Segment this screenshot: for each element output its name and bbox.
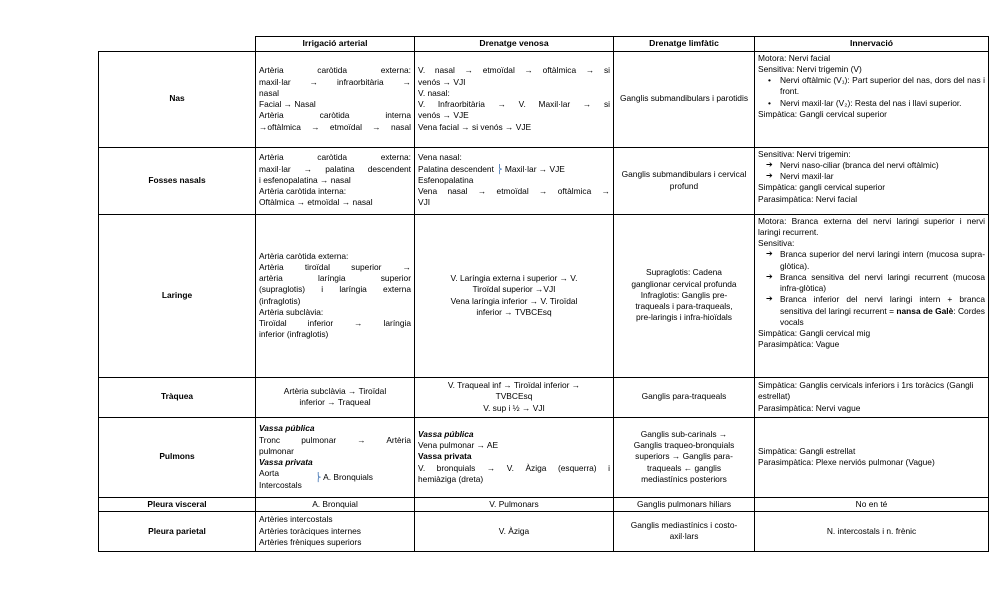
text-line: Tiroïdal superior →VJI xyxy=(472,284,556,295)
text-line: Vena nasal → etmoïdal → oftàlmica → xyxy=(418,186,610,197)
row-label: Nas xyxy=(99,51,256,147)
text-line: pre-laringis i infra-hioïdals xyxy=(636,312,732,323)
row-label: Pleura parietal xyxy=(99,511,256,551)
arrow-item: ➔ Branca sensitiva del nervi laringi recurrent (mucosa infra-glòtica) xyxy=(758,272,985,295)
text-line: Artèria caròtida externa: xyxy=(259,65,411,76)
text-line: (infraglotis) xyxy=(259,295,301,306)
venosa-cell: V. Pulmonars xyxy=(415,497,614,511)
innervacio-cell xyxy=(755,417,989,497)
text-line: Tronc pulmonar → Artèria xyxy=(259,434,411,445)
text-line: ganglionar cervical profunda xyxy=(631,278,737,289)
text-line: Artèria tiroïdal superior → xyxy=(259,261,411,272)
text-line: Vassa privata xyxy=(418,451,472,462)
text-line: Supraglotis: Cadena xyxy=(646,267,722,278)
row-pleura-parietal xyxy=(99,511,989,551)
row-label: Pulmons xyxy=(99,417,256,497)
text-line: Intercostals xyxy=(259,479,302,490)
row-traquea xyxy=(99,377,989,417)
text-line: Artèria subclàvia: xyxy=(259,306,324,317)
text-line: Sensitiva: xyxy=(758,238,795,249)
text-line: Artèria caròtida interna: xyxy=(259,186,347,197)
text-line: inferior → TVBCEsq xyxy=(476,306,552,317)
header-limfatic: Drenatge limfàtic xyxy=(614,37,755,52)
text-line: artèria laríngia superior xyxy=(259,273,411,284)
text-line: pulmonar xyxy=(259,445,294,456)
text-line: Vassa pública xyxy=(259,423,315,434)
arterial-cell: A. Bronquial xyxy=(256,497,415,511)
text-line: Simpàtica: gangli cervical superior xyxy=(758,182,886,193)
text-line: Parasimpàtica: Plexe nerviós pulmonar (Vague) xyxy=(758,457,935,468)
venosa-cell xyxy=(415,377,614,417)
text-line: nasal xyxy=(259,87,280,98)
venosa-cell xyxy=(415,147,614,214)
text-line: Vena facial → si venós → VJE xyxy=(418,121,532,132)
text-line: Parasimpàtica: Nervi vague xyxy=(758,402,861,413)
brace-icon: ⎬ xyxy=(315,472,324,483)
text-line: V. Traqueal inf → Tiroïdal inferior → xyxy=(447,380,581,391)
arterial-cell xyxy=(256,417,415,497)
text-line: Tiroïdal inferior → laríngia xyxy=(259,318,411,329)
text-line: V. nasal: xyxy=(418,87,450,98)
limfatic-cell: Ganglis submandibulars i parotidis xyxy=(614,51,755,147)
text-line: axil·lars xyxy=(669,531,699,542)
text-line: Artèria caròtida externa: xyxy=(259,250,349,261)
innervacio-cell xyxy=(755,51,989,147)
text-line: V. Laríngia externa i superior → V. xyxy=(450,273,578,284)
text-line: inferior → Traqueal xyxy=(299,397,371,408)
innervacio-cell xyxy=(755,214,989,377)
text-line: Ganglis traqueo-bronquials xyxy=(633,440,735,451)
text-line: Simpàtica: Ganglis cervicals inferiors i 1rs toràcics (Gangli estrellat) xyxy=(758,380,974,402)
innervacio-cell: N. intercostals i n. frènic xyxy=(755,511,989,551)
text-line: Esfenopalatina xyxy=(418,174,474,185)
arterial-cell xyxy=(256,214,415,377)
text-line: Ganglis mediastínics i costo- xyxy=(630,520,738,531)
text-line: hemiàziga (dreta) xyxy=(418,473,484,484)
text-line: Artèria subclàvia → Tiroïdal xyxy=(283,385,387,396)
text-line: TVBCEsq xyxy=(495,391,533,402)
text-line: V. bronquials → V. Àziga (esquerra) i xyxy=(418,462,610,473)
bullet-item: • Nervi maxil·lar (V₂): Resta del nas i llavi superior. xyxy=(758,98,985,109)
arterial-cell xyxy=(256,51,415,147)
arrow-item: ➔ Nervi naso-ciliar (branca del nervi oftàlmic) xyxy=(758,160,985,171)
text-line: Vassa pública xyxy=(418,428,474,439)
text-line: Infraglotis: Ganglis pre- xyxy=(640,289,728,300)
row-label: Laringe xyxy=(99,214,256,377)
limfatic-cell xyxy=(614,511,755,551)
header-venosa: Drenatge venosa xyxy=(415,37,614,52)
row-laringe xyxy=(99,214,989,377)
bullet-item: • Nervi oftàlmic (V₁): Part superior del nas, dors del nas i front. xyxy=(758,75,985,98)
brace-icon: ⎬ xyxy=(493,163,505,174)
text-line: Simpàtica: Gangli cervical mig xyxy=(758,328,871,339)
text-line: i esfenopalatina → nasal xyxy=(259,174,351,185)
text-line: venós → VJI xyxy=(418,76,466,87)
venosa-cell xyxy=(415,51,614,147)
limfatic-cell xyxy=(614,417,755,497)
text-line: Artèria caròtida externa: xyxy=(259,152,411,163)
venosa-cell xyxy=(415,214,614,377)
text-line: superiors → Ganglis para- xyxy=(635,451,733,462)
arrow-item: ➔ Branca superior del nervi laringi intern (mucosa supra-glòtica). xyxy=(758,249,985,272)
row-label: Tràquea xyxy=(99,377,256,417)
arterial-cell xyxy=(256,377,415,417)
text-line: traqueals i para-traqueals, xyxy=(635,301,733,312)
text-line: Vassa privata xyxy=(259,457,313,468)
arrow-item: ➔ Nervi maxil·lar xyxy=(758,171,985,182)
text-line: Artèria caròtida interna xyxy=(259,110,411,121)
text-line: venós → VJE xyxy=(418,110,469,121)
venosa-cell xyxy=(415,417,614,497)
text-line: Sensitiva: Nervi trigemin (V) xyxy=(758,63,862,74)
row-pulmons xyxy=(99,417,989,497)
innervacio-cell xyxy=(755,377,989,417)
anatomy-table xyxy=(98,36,989,552)
text-line: Ganglis sub-carinals → xyxy=(640,428,728,439)
text-line: Artèries intercostals xyxy=(259,514,333,525)
text-line: mediastínics posteriors xyxy=(641,473,727,484)
text-line: V. sup i ½ → VJI xyxy=(483,402,545,413)
header-blank xyxy=(99,37,256,52)
innervacio-cell xyxy=(755,147,989,214)
venosa-cell: V. Àziga xyxy=(415,511,614,551)
text-line: V. Infraorbitària → V. Maxil·lar → si xyxy=(418,99,610,110)
text-line: Vena nasal: xyxy=(418,152,462,163)
text-line: maxil·lar → infraorbitària → xyxy=(259,76,411,87)
text-line: Vena laríngia inferior → V. Tiroïdal xyxy=(450,295,578,306)
row-label: Fosses nasals xyxy=(99,147,256,214)
text-line: Artèries frèniques superiors xyxy=(259,536,362,547)
text-line: →oftàlmica → etmoïdal → nasal xyxy=(259,121,411,132)
text-line: maxil·lar → palatina descendent xyxy=(259,163,411,174)
text-line: Motora: Nervi facial xyxy=(758,52,831,63)
text-line: traqueals ← ganglis xyxy=(646,462,722,473)
text-line: Sensitiva: Nervi trigemin: xyxy=(758,148,851,159)
header-arterial: Irrigació arterial xyxy=(256,37,415,52)
row-pleura-visceral xyxy=(99,497,989,511)
innervacio-cell: No en té xyxy=(755,497,989,511)
text-line: Simpàtica: Gangli cervical superior xyxy=(758,108,887,119)
text-line: Oftàlmica → etmoïdal → nasal xyxy=(259,197,373,208)
text-line: VJI xyxy=(418,197,431,208)
text-line: (supraglotis) i laríngia externa xyxy=(259,284,411,295)
text-line: Facial → Nasal xyxy=(259,99,316,110)
text-line: Artèries toràciques internes xyxy=(259,525,361,536)
limfatic-cell: Ganglis para-traqueals xyxy=(614,377,755,417)
text-line: Vena pulmonar → AE xyxy=(418,440,499,451)
row-fosses-nasals xyxy=(99,147,989,214)
text-line: inferior (infraglotis) xyxy=(259,329,329,340)
arterial-cell xyxy=(256,511,415,551)
text-line: Simpàtica: Gangli estrellat xyxy=(758,445,856,456)
limfatic-cell xyxy=(614,214,755,377)
text-line: Aorta ⎬ A. Bronquials xyxy=(259,468,373,483)
header-row xyxy=(99,37,989,52)
text-line: Motora: Branca externa del nervi laringi superior i nervi laringi recurrent. xyxy=(758,215,985,237)
text-line: Parasimpàtica: Vague xyxy=(758,339,840,350)
row-nas xyxy=(99,51,989,147)
text-line: V. nasal → etmoïdal → oftàlmica → si xyxy=(418,65,610,76)
text-line: Palatina descendent ⎬ Maxil·lar → VJE xyxy=(418,163,565,174)
bronquials-label: ⎬ A. Bronquials xyxy=(315,472,373,483)
limfatic-cell: Ganglis submandibulars i cervical profund xyxy=(614,147,755,214)
limfatic-cell: Ganglis pulmonars hiliars xyxy=(614,497,755,511)
text-line: Parasimpàtica: Nervi facial xyxy=(758,193,858,204)
header-innervacio: Innervació xyxy=(755,37,989,52)
row-label: Pleura visceral xyxy=(99,497,256,511)
arterial-cell xyxy=(256,147,415,214)
arrow-item: ➔ Branca inferior del nervi laringi intern + branca sensitiva del laringi recurrent = nansa de Galè: Cordes vocals xyxy=(758,294,985,328)
